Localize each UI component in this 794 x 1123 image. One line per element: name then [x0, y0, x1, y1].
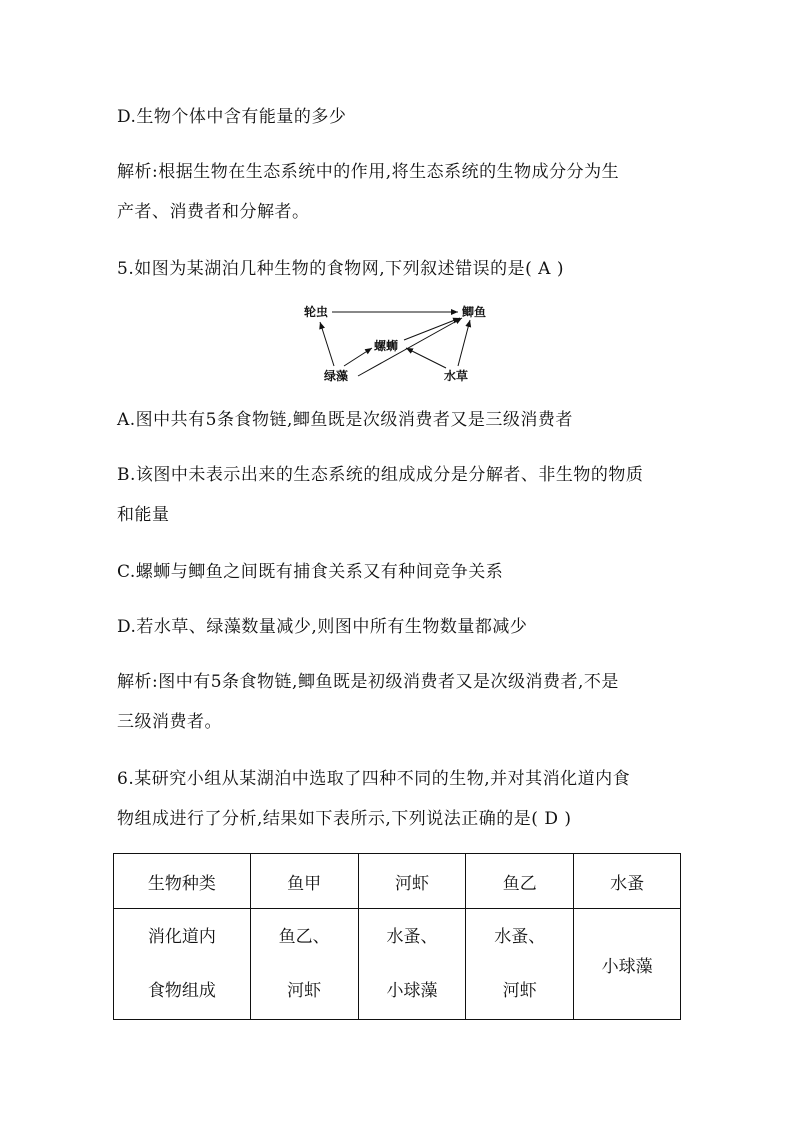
node-lvzao: 绿藻 — [324, 369, 349, 383]
analysis-q4-line2: 产者、消费者和分解者。 — [117, 202, 310, 222]
arrow-shuicao-luosi — [406, 348, 446, 368]
fish-a-diet-line1: 鱼乙、 — [278, 927, 330, 947]
shrimp-diet-line1: 水蚤、 — [386, 927, 438, 947]
analysis-q5-line1: 解析:图中有5条食物链,鲫鱼既是初级消费者又是次级消费者,不是 — [117, 672, 619, 692]
row-label-cell — [114, 909, 251, 1020]
food-web-diagram — [280, 296, 510, 388]
fish-a-diet-cell — [250, 909, 358, 1020]
arrow-luosi-jiyu — [404, 318, 460, 340]
node-jiyu: 鲫鱼 — [462, 305, 487, 319]
arrow-lvzao-lunchong — [320, 322, 334, 366]
shrimp-diet-cell — [358, 909, 466, 1020]
arrow-lvzao-luosi — [344, 348, 372, 366]
question-6-stem-line1: 6.某研究小组从某湖泊中选取了四种不同的生物,并对其消化道内食 — [117, 769, 631, 789]
fish-b-diet-line1: 水蚤、 — [494, 927, 546, 947]
option-d-q4: D.生物个体中含有能量的多少 — [117, 107, 347, 127]
header-fish-a: 鱼甲 — [250, 854, 358, 909]
question-6-stem-line2: 物组成进行了分析,结果如下表所示,下列说法正确的是( D ) — [117, 809, 572, 829]
node-shuicao: 水草 — [444, 369, 469, 383]
option-a-q5: A.图中共有5条食物链,鲫鱼既是次级消费者又是三级消费者 — [117, 410, 573, 430]
fish-b-diet-line2: 河虾 — [502, 981, 537, 1001]
shrimp-diet-line2: 小球藻 — [386, 981, 438, 1001]
header-species: 生物种类 — [114, 854, 251, 909]
row-label-line1: 消化道内 — [147, 927, 216, 947]
option-c-q5: C.螺蛳与鲫鱼之间既有捕食关系又有种间竞争关系 — [117, 562, 504, 582]
row-label-line2: 食物组成 — [147, 981, 216, 1001]
header-daphnia: 水蚤 — [574, 854, 681, 909]
diet-table — [113, 853, 681, 1020]
table-header-row — [114, 854, 681, 909]
fish-b-diet-cell — [466, 909, 574, 1020]
option-b-q5-line1: B.该图中未表示出来的生态系统的组成成分是分解者、非生物的物质 — [117, 465, 644, 485]
header-shrimp: 河虾 — [358, 854, 466, 909]
analysis-q5-line2: 三级消费者。 — [117, 712, 222, 732]
fish-a-diet-line2: 河虾 — [287, 981, 322, 1001]
question-5-stem: 5.如图为某湖泊几种生物的食物网,下列叙述错误的是( A ) — [117, 259, 564, 279]
analysis-q4-line1: 解析:根据生物在生态系统中的作用,将生态系统的生物成分分为生 — [117, 162, 620, 182]
node-lunchong: 轮虫 — [304, 305, 329, 319]
header-fish-b: 鱼乙 — [466, 854, 574, 909]
node-luosi: 螺蛳 — [374, 339, 399, 353]
daphnia-diet-cell: 小球藻 — [574, 909, 681, 1020]
arrow-shuicao-jiyu — [458, 320, 470, 366]
option-b-q5-line2: 和能量 — [117, 505, 170, 525]
table-row — [114, 909, 681, 1020]
option-d-q5: D.若水草、绿藻数量减少,则图中所有生物数量都减少 — [117, 617, 528, 637]
